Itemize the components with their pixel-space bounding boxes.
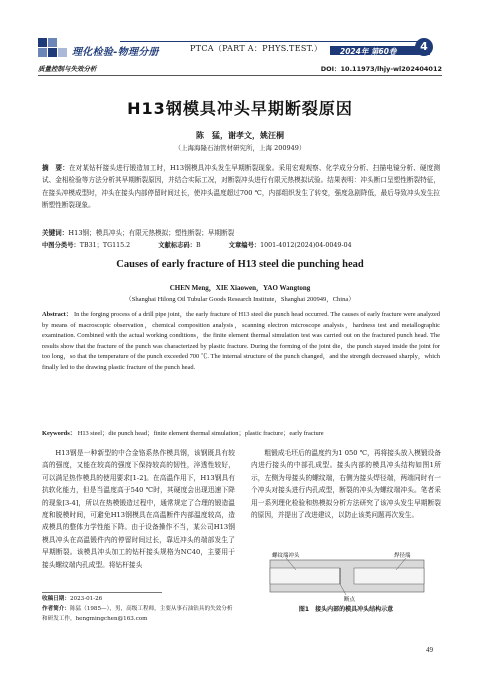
title-cn: H13钢模具冲头早期断裂原因 [127, 99, 353, 118]
subheader [38, 64, 442, 76]
article-no-label: 文章编号： [228, 242, 261, 249]
body-paragraph: H13钢是一种新型的中合金铬系热作模具钢，该钢既具有较高的强度，又能在较高的强度下保持较高的韧性，淬透性较好，可以满足热作模具的使用要求[1-2]。在高温作用下，H13钢具有抗软化能力，但是当温度高于540 ℃时，其硬度会出现迅速下降的现象[3-4]，所以在热模锻造过程中，通常规定了合理的锻造温度和脱模时间，可避免H13钢模具在高温断件内部温度较高，造成模具的整体力学性能下降。由于设备操作不当，某公司H13钢模具冲头在高温锻件内的停留时间过长，靠近冲头的端部发生了早期断裂。该模具冲头加工的钻杆接头规格为NC40，主要用于接头螺纹端内孔成型。将钻杆接头 [42, 449, 235, 569]
clc-label: 中图分类号： [42, 242, 80, 249]
abstract-cn [42, 162, 440, 211]
footnote-rule [42, 592, 162, 593]
figure-1 [266, 550, 428, 602]
keywords-en-text: H13 steel；die punch head；finite element thermal simulation；plastic fracture；early fracture [77, 430, 324, 437]
abstract-cn-label: 摘 要： [42, 164, 69, 172]
body-paragraph: 粗锻成毛坯后的温度约为1 050 ℃，再将接头放入模锻设备内进行接头的中部孔成型。接头内部的模具冲头结构如图1所示，左侧为母接头的螺纹端，右侧为接头焊径端，两端同时有一个冲头对接头进行内孔成型，断裂的冲头为螺纹端冲头。笔者采用一系列理化检验和热模拟分析方法研究了该冲头发生早期断裂的原因，并提出了改进建议，以防止该类问题再次发生。 [251, 449, 441, 520]
abstract-en-text: In the forging process of a drill pipe joint，the early fracture of H13 steel die punch head occurred. The causes of early fracture were analyzed by means of macroscopic observation，chemical composition analysis，scanning electron microscope analysis，hardness test and metallographic examination. Combined with the actual working conditions，the finite element thermal simulation test was carried out on the fractured punch head. The results show that the fracture of the punch was characterized by plastic fracture. During the forming of the joint die，the punch stayed inside the joint for too long，so that the temperature of the punch exceeded 700 ℃. The internal structure of the punch changed，and the strength decreased sharply，which finally led to the drawing plastic fracture of the punch head. [42, 311, 441, 371]
authors-en: CHEN Meng，XIE Xiaowen，YAO Wangtong [169, 284, 311, 292]
journal-header [0, 32, 480, 58]
received-label: 收稿日期： [42, 596, 70, 602]
classification-row [42, 240, 440, 252]
issue-badge: 4 [415, 38, 433, 56]
affiliation-cn: （上海海隆石油管材研究所，上海 200949） [174, 144, 306, 152]
abstract-cn-text: 在对某钻杆接头进行锻造加工时，H13钢模具冲头发生早期断裂现象。采用宏观观察、化学成分分析、扫描电镜分析、硬度测试、金相检验等方法分析其早期断裂原因，并结合实际工况，对断裂冲头进行有限元热模拟试验。结果表明：冲头断口呈塑性断裂特征，在接头冲模成型时，冲头在接头内部停留时间过长，使冲头温度超过700 ℃，内部组织发生了转变，强度急剧降低，最后导致冲头发生拉断塑性断裂现象。 [42, 164, 440, 209]
abstract-en [42, 310, 440, 374]
keywords-en-label: Keywords： [42, 430, 77, 437]
affiliation-en: （Shanghai Hilong Oil Tubular Goods Research Institute，Shanghai 200949，China） [125, 296, 355, 303]
doi[interactable]: DOI：10.11973/lhjy-wl202404012 [320, 65, 442, 73]
journal-section: 理化检验-物理分册 [72, 47, 159, 58]
figure-caption: 图1 接头内部的模具冲头结构示意 [298, 606, 394, 613]
article-no-value: 1001-4012(2024)04-0049-04 [260, 242, 352, 249]
label-weld-end: 焊径端 [394, 553, 411, 559]
subheader-rule [38, 75, 442, 76]
doc-code-value: B [196, 242, 201, 249]
clc-value: TB31；TG115.2 [79, 242, 131, 249]
header-rule [120, 41, 420, 42]
keywords-cn-label: 关键词： [42, 229, 69, 237]
die-structure-diagram [266, 550, 428, 602]
doc-code-label: 文献标志码： [158, 242, 196, 249]
keywords-en [42, 428, 440, 437]
page-number: 49 [426, 646, 433, 654]
abstract-en-label: Abstract： [42, 311, 73, 318]
label-break-point: 断点 [344, 597, 356, 602]
body-column-right [251, 447, 441, 521]
journal-name: PTCA（PART A：PHYS.TEST.） [190, 44, 323, 53]
label-threaded-end: 螺纹端冲头 [272, 553, 300, 559]
keywords-cn [42, 227, 440, 239]
weld-end-punch [354, 568, 424, 584]
authors-cn: 陈 猛，谢孝文，姚汪桐 [196, 131, 284, 140]
body-column-left [42, 447, 235, 571]
footnote-received [42, 594, 235, 604]
column-name: 质量控制与失效分析 [38, 65, 97, 73]
threaded-punch [270, 568, 340, 584]
keywords-cn-text: H13钢；模具冲头；有限元热模拟；塑性断裂；早期断裂 [68, 229, 235, 237]
journal-volume: 2024年 第60卷 [340, 47, 397, 56]
journal-logo [38, 38, 66, 60]
author-bio: 陈猛（1985—），男，高级工程师，主要从事石油钻具的失效分析和研发工作，hengmingchen@163.com [42, 606, 233, 622]
footnote-author [42, 604, 235, 624]
author-bio-label: 作者简介： [42, 606, 70, 612]
title-en: Causes of early fracture of H13 steel die punching head [116, 259, 364, 270]
received-date: 2023-01-26 [69, 596, 103, 602]
